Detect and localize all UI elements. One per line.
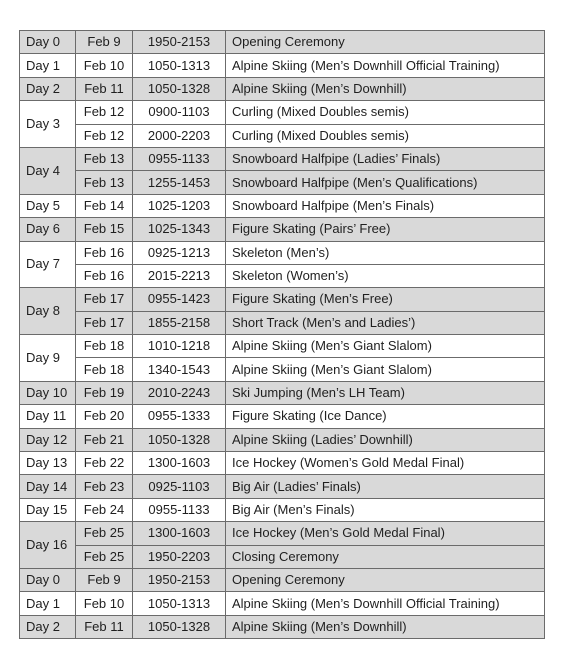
event-cell: Alpine Skiing (Men’s Downhill Official Training) <box>226 54 545 77</box>
day-cell: Day 16 <box>20 522 76 569</box>
date-cell: Feb 11 <box>76 615 133 638</box>
schedule-row <box>20 428 545 451</box>
time-cell: 1950-2203 <box>133 545 226 568</box>
event-cell: Short Track (Men’s and Ladies’) <box>226 311 545 334</box>
event-cell: Alpine Skiing (Men’s Downhill) <box>226 77 545 100</box>
schedule-table-body <box>20 31 545 639</box>
event-cell: Snowboard Halfpipe (Men’s Finals) <box>226 194 545 217</box>
date-cell: Feb 18 <box>76 335 133 358</box>
day-cell: Day 2 <box>20 615 76 638</box>
schedule-row <box>20 381 545 404</box>
time-cell: 1950-2153 <box>133 568 226 591</box>
date-cell: Feb 25 <box>76 545 133 568</box>
schedule-table <box>19 30 545 639</box>
event-cell: Ice Hockey (Men’s Gold Medal Final) <box>226 522 545 545</box>
time-cell: 1050-1313 <box>133 592 226 615</box>
date-cell: Feb 9 <box>76 568 133 591</box>
date-cell: Feb 22 <box>76 452 133 475</box>
day-cell: Day 4 <box>20 147 76 194</box>
event-cell: Figure Skating (Pairs’ Free) <box>226 218 545 241</box>
day-cell: Day 7 <box>20 241 76 288</box>
time-cell: 1300-1603 <box>133 522 226 545</box>
time-cell: 0955-1423 <box>133 288 226 311</box>
time-cell: 0900-1103 <box>133 101 226 124</box>
event-cell: Ski Jumping (Men’s LH Team) <box>226 381 545 404</box>
event-cell: Alpine Skiing (Men’s Giant Slalom) <box>226 358 545 381</box>
schedule-row <box>20 475 545 498</box>
schedule-row <box>20 77 545 100</box>
date-cell: Feb 17 <box>76 311 133 334</box>
time-cell: 1050-1328 <box>133 77 226 100</box>
date-cell: Feb 10 <box>76 54 133 77</box>
time-cell: 1255-1453 <box>133 171 226 194</box>
event-cell: Closing Ceremony <box>226 545 545 568</box>
date-cell: Feb 25 <box>76 522 133 545</box>
schedule-row <box>20 147 545 170</box>
time-cell: 1340-1543 <box>133 358 226 381</box>
schedule-row <box>20 218 545 241</box>
schedule-row <box>20 358 545 381</box>
date-cell: Feb 11 <box>76 77 133 100</box>
schedule-row <box>20 405 545 428</box>
event-cell: Opening Ceremony <box>226 31 545 54</box>
day-cell: Day 15 <box>20 498 76 521</box>
schedule-row <box>20 194 545 217</box>
event-cell: Alpine Skiing (Men’s Giant Slalom) <box>226 335 545 358</box>
day-cell: Day 12 <box>20 428 76 451</box>
date-cell: Feb 13 <box>76 171 133 194</box>
schedule-row <box>20 568 545 591</box>
time-cell: 0955-1333 <box>133 405 226 428</box>
schedule-row <box>20 522 545 545</box>
time-cell: 0925-1213 <box>133 241 226 264</box>
date-cell: Feb 24 <box>76 498 133 521</box>
schedule-row <box>20 54 545 77</box>
event-cell: Big Air (Men’s Finals) <box>226 498 545 521</box>
day-cell: Day 0 <box>20 31 76 54</box>
time-cell: 1025-1343 <box>133 218 226 241</box>
schedule-row <box>20 101 545 124</box>
schedule-row <box>20 124 545 147</box>
time-cell: 1025-1203 <box>133 194 226 217</box>
schedule-row <box>20 545 545 568</box>
schedule-row <box>20 311 545 334</box>
event-cell: Big Air (Ladies’ Finals) <box>226 475 545 498</box>
day-cell: Day 6 <box>20 218 76 241</box>
day-cell: Day 13 <box>20 452 76 475</box>
time-cell: 1300-1603 <box>133 452 226 475</box>
schedule-row <box>20 241 545 264</box>
time-cell: 1050-1313 <box>133 54 226 77</box>
schedule-row <box>20 452 545 475</box>
date-cell: Feb 16 <box>76 264 133 287</box>
schedule-row <box>20 171 545 194</box>
schedule-row <box>20 31 545 54</box>
time-cell: 0925-1103 <box>133 475 226 498</box>
day-cell: Day 10 <box>20 381 76 404</box>
day-cell: Day 5 <box>20 194 76 217</box>
date-cell: Feb 10 <box>76 592 133 615</box>
event-cell: Alpine Skiing (Men’s Downhill Official Training) <box>226 592 545 615</box>
event-cell: Skeleton (Women’s) <box>226 264 545 287</box>
day-cell: Day 1 <box>20 592 76 615</box>
date-cell: Feb 18 <box>76 358 133 381</box>
day-cell: Day 0 <box>20 568 76 591</box>
day-cell: Day 9 <box>20 335 76 382</box>
time-cell: 0955-1133 <box>133 498 226 521</box>
day-cell: Day 14 <box>20 475 76 498</box>
event-cell: Ice Hockey (Women’s Gold Medal Final) <box>226 452 545 475</box>
event-cell: Opening Ceremony <box>226 568 545 591</box>
schedule-row <box>20 592 545 615</box>
event-cell: Alpine Skiing (Men’s Downhill) <box>226 615 545 638</box>
date-cell: Feb 13 <box>76 147 133 170</box>
time-cell: 1855-2158 <box>133 311 226 334</box>
date-cell: Feb 15 <box>76 218 133 241</box>
day-cell: Day 2 <box>20 77 76 100</box>
event-cell: Alpine Skiing (Ladies’ Downhill) <box>226 428 545 451</box>
date-cell: Feb 9 <box>76 31 133 54</box>
event-cell: Figure Skating (Ice Dance) <box>226 405 545 428</box>
date-cell: Feb 17 <box>76 288 133 311</box>
event-cell: Curling (Mixed Doubles semis) <box>226 124 545 147</box>
schedule-row <box>20 335 545 358</box>
schedule-row <box>20 264 545 287</box>
date-cell: Feb 14 <box>76 194 133 217</box>
schedule-row <box>20 288 545 311</box>
day-cell: Day 3 <box>20 101 76 148</box>
date-cell: Feb 16 <box>76 241 133 264</box>
event-cell: Figure Skating (Men’s Free) <box>226 288 545 311</box>
date-cell: Feb 12 <box>76 101 133 124</box>
date-cell: Feb 23 <box>76 475 133 498</box>
event-cell: Snowboard Halfpipe (Men’s Qualifications) <box>226 171 545 194</box>
event-cell: Curling (Mixed Doubles semis) <box>226 101 545 124</box>
time-cell: 1010-1218 <box>133 335 226 358</box>
day-cell: Day 8 <box>20 288 76 335</box>
time-cell: 2010-2243 <box>133 381 226 404</box>
time-cell: 0955-1133 <box>133 147 226 170</box>
day-cell: Day 1 <box>20 54 76 77</box>
event-cell: Snowboard Halfpipe (Ladies’ Finals) <box>226 147 545 170</box>
time-cell: 1950-2153 <box>133 31 226 54</box>
day-cell: Day 11 <box>20 405 76 428</box>
date-cell: Feb 21 <box>76 428 133 451</box>
date-cell: Feb 12 <box>76 124 133 147</box>
event-cell: Skeleton (Men’s) <box>226 241 545 264</box>
date-cell: Feb 19 <box>76 381 133 404</box>
time-cell: 2000-2203 <box>133 124 226 147</box>
time-cell: 1050-1328 <box>133 428 226 451</box>
time-cell: 1050-1328 <box>133 615 226 638</box>
date-cell: Feb 20 <box>76 405 133 428</box>
time-cell: 2015-2213 <box>133 264 226 287</box>
schedule-row <box>20 498 545 521</box>
schedule-row <box>20 615 545 638</box>
